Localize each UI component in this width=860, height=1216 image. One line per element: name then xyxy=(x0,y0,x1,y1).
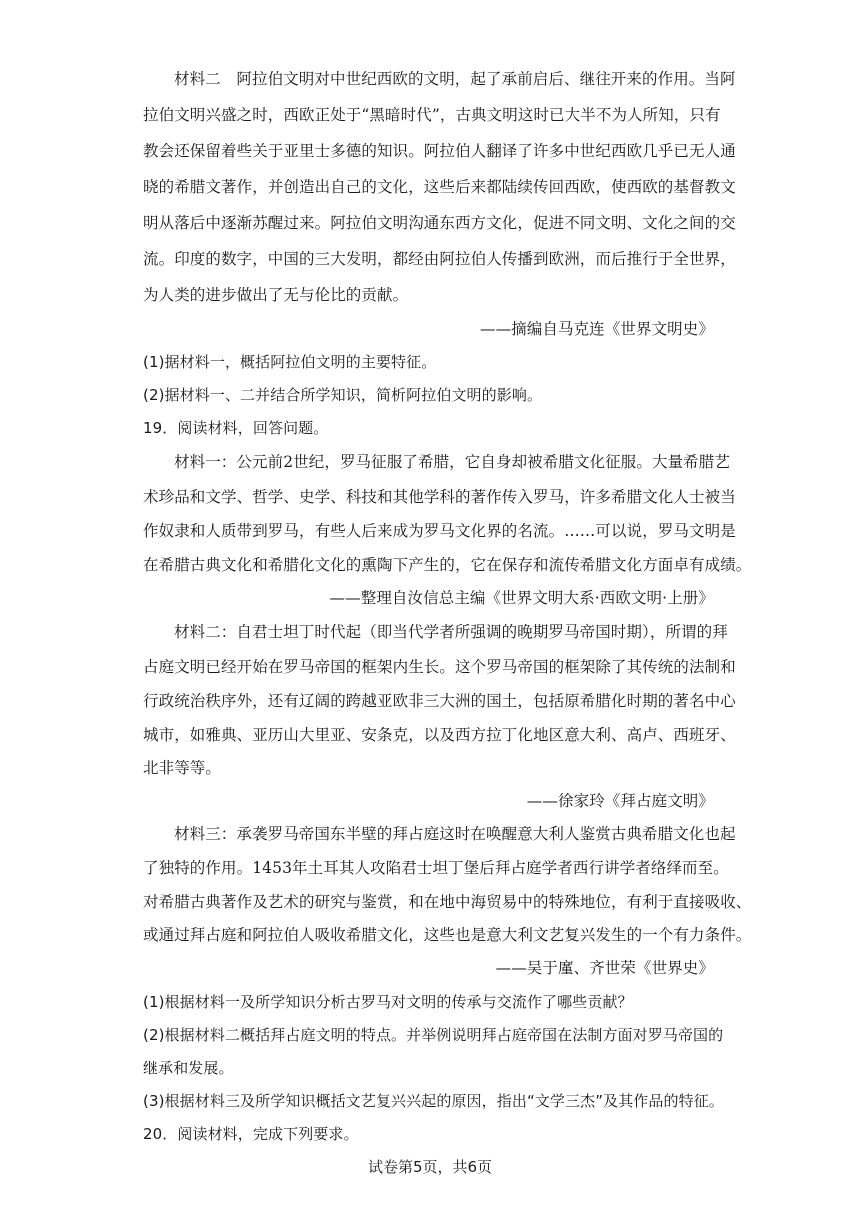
question-heading: 19．阅读材料，回答问题。 xyxy=(143,419,329,437)
question-item-continued: 继承和发展。 xyxy=(143,1059,234,1077)
question-item: (1)根据材料一及所学知识分析古罗马对文明的传承与交流作了哪些贡献？ xyxy=(143,993,633,1011)
material-2-line-7: 为人类的进步做出了无与伦比的贡献。 xyxy=(143,286,409,304)
source-citation: ——徐家玲《拜占庭文明》 xyxy=(526,792,714,810)
material-1-line-3: 作奴隶和人质带到罗马，有些人后来成为罗马文化界的名流。……可以说，罗马文明是 xyxy=(143,522,736,540)
material-2-line-4: 城市，如雅典、亚历山大里亚、安条克，以及西方拉丁化地区意大利、高卢、西班牙、 xyxy=(143,726,736,744)
material-1-line-1: 材料一：公元前2世纪，罗马征服了希腊，它自身却被希腊文化征服。大量希腊艺 xyxy=(174,453,730,471)
material-1-line-2: 术珍品和文学、哲学、史学、科技和其他学科的著作传入罗马，许多希腊文化人士被当 xyxy=(143,488,736,506)
material-2-line-6: 流。印度的数字，中国的三大发明，都经由阿拉伯人传播到欧洲，而后推行于全世界， xyxy=(143,250,736,268)
material-2-line-3: 行政统治秩序外，还有辽阔的跨越亚欧非三大洲的国土，包括原希腊化时期的著名中心 xyxy=(143,692,736,710)
material-3-line-1: 材料三：承袭罗马帝国东半壁的拜占庭这时在唤醒意大利人鉴赏古典希腊文化也起 xyxy=(174,825,736,843)
question-item: (1)据材料一，概括阿拉伯文明的主要特征。 xyxy=(143,353,437,371)
source-citation: ——吴于廑、齐世荣《世界史》 xyxy=(495,959,714,977)
material-3-line-3: 对希腊古典著作及艺术的研究与鉴赏，和在地中海贸易中的特殊地位，有利于直接吸收、 xyxy=(143,893,752,911)
material-2-line-2: 拉伯文明兴盛之时，西欧正处于“黑暗时代”，古典文明这时已大半不为人所知，只有 xyxy=(143,106,721,124)
question-item: (2)根据材料二概括拜占庭文明的特点。并举例说明拜占庭帝国在法制方面对罗马帝国的 xyxy=(143,1026,724,1044)
material-3-line-2: 了独特的作用。1453年土耳其人攻陷君士坦丁堡后拜占庭学者西行讲学者络绎而至。 xyxy=(143,859,729,877)
material-2-line-5: 北非等等。 xyxy=(143,759,222,777)
page-footer: 试卷第5页，共6页 xyxy=(367,1158,493,1176)
material-2-line-1: 材料二 阿拉伯文明对中世纪西欧的文明，起了承前启后、继往开来的作用。当阿 xyxy=(174,70,736,88)
material-2-line-5: 明从落后中逐渐苏醒过来。阿拉伯文明沟通东西方文化，促进不同文明、文化之间的交 xyxy=(143,214,736,232)
material-2-line-3: 教会还保留着些关于亚里士多德的知识。阿拉伯人翻译了许多中世纪西欧几乎已无人通 xyxy=(143,142,736,160)
material-2-line-4: 晓的希腊文著作，并创造出自己的文化，这些后来都陆续传回西欧，使西欧的基督教文 xyxy=(143,178,736,196)
material-3-line-4: 或通过拜占庭和阿拉伯人吸收希腊文化，这些也是意大利文艺复兴发生的一个有力条件。 xyxy=(143,926,752,944)
source-citation: ——摘编自马克连《世界文明史》 xyxy=(479,320,714,338)
material-2-line-1: 材料二：自君士坦丁时代起（即当代学者所强调的晚期罗马帝国时期），所谓的拜 xyxy=(174,623,728,641)
question-heading: 20．阅读材料，完成下列要求。 xyxy=(143,1125,359,1143)
question-item: (2)据材料一、二并结合所学知识，简析阿拉伯文明的影响。 xyxy=(143,386,543,404)
question-item: (3)根据材料三及所学知识概括文艺复兴兴起的原因，指出“文学三杰”及其作品的特征。 xyxy=(143,1092,724,1110)
material-2-line-2: 占庭文明已经开始在罗马帝国的框架内生长。这个罗马帝国的框架除了其传统的法制和 xyxy=(143,658,736,676)
source-citation: ——整理自汝信总主编《世界文明大系·西欧文明·上册》 xyxy=(329,589,714,607)
material-1-line-4: 在希腊古典文化和希腊化文化的熏陶下产生的，它在保存和流传希腊文化方面卓有成绩。 xyxy=(143,556,752,574)
